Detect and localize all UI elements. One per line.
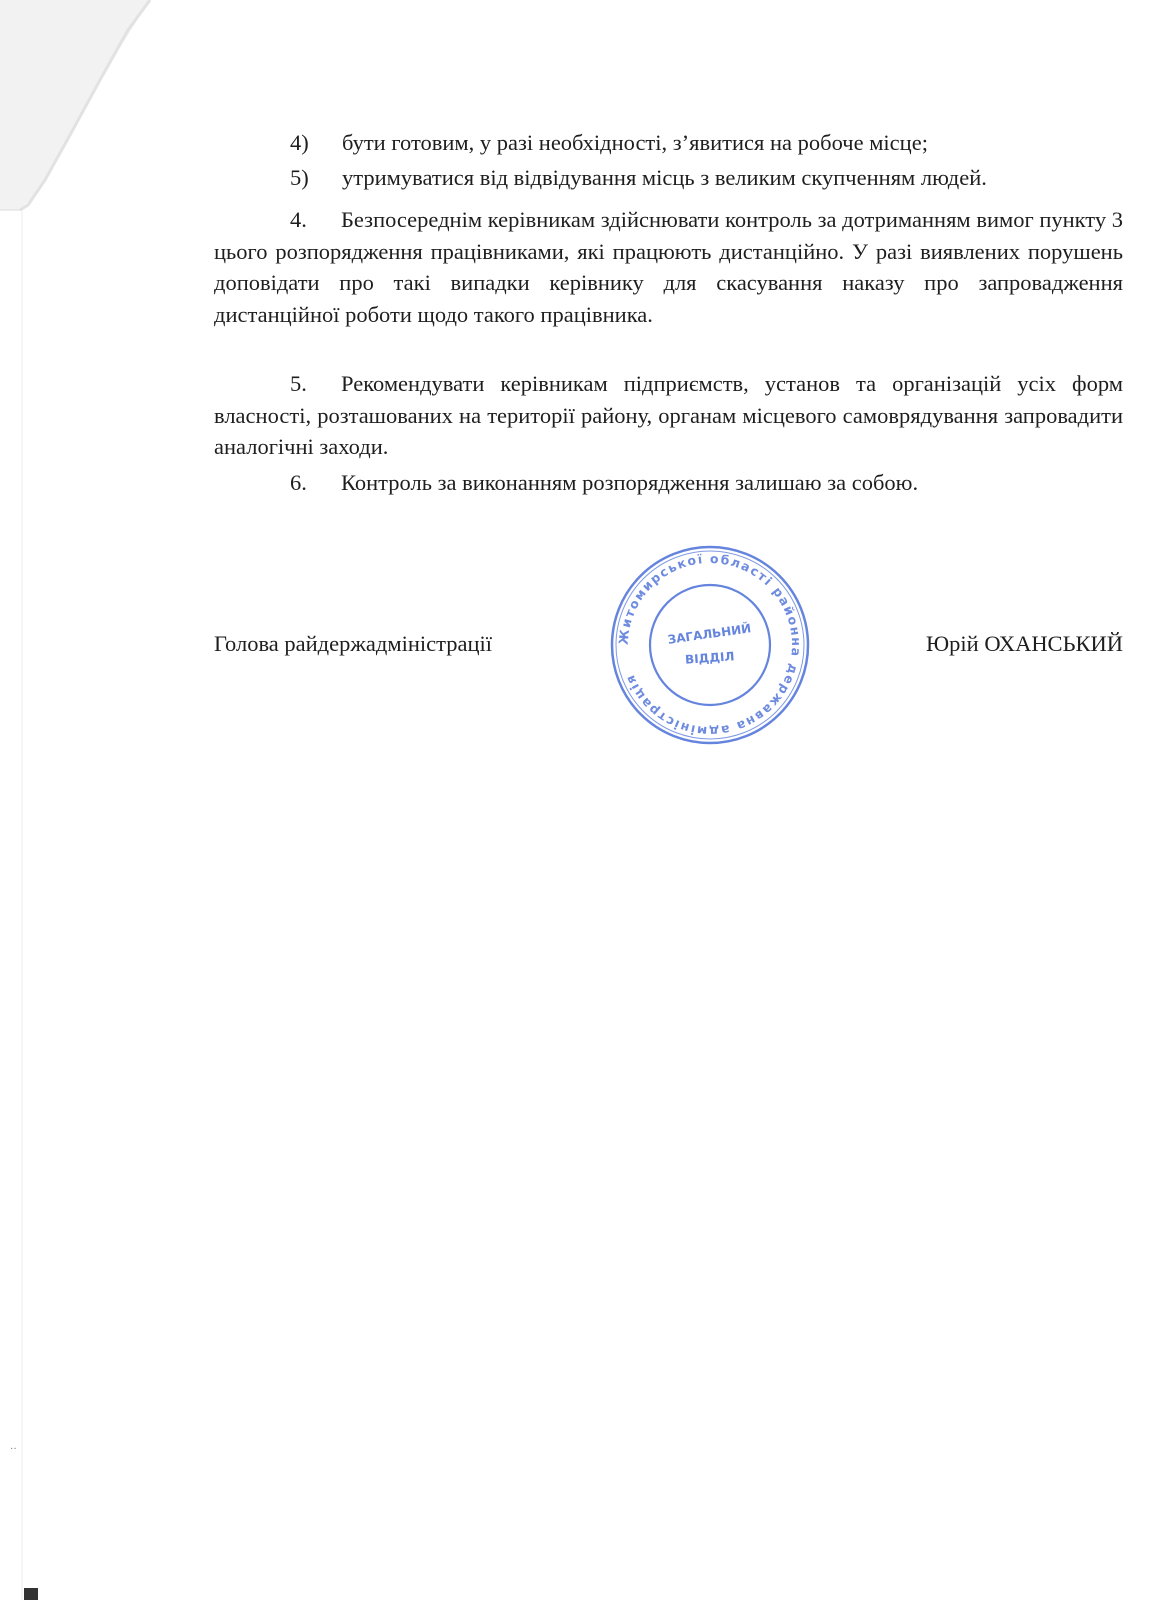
signature-title: Голова райдержадміністрації [214,631,492,656]
list-item-5 [290,165,987,191]
list-item-number: 5) [290,165,309,190]
paragraph-text: Рекомендувати керівникам підприємств, установ та організацій усіх форм власності, розташованих на території району, органам місцевого самоврядування запровадити аналогічні заходи. [214,371,1123,459]
official-stamp [605,540,815,750]
paragraph-5 [214,368,1123,463]
list-item-text: утримуватися від відвідування місць з великим скупченням людей. [342,165,987,190]
signature-name: Юрій ОХАНСЬКИЙ [926,631,1123,656]
scan-artifact: ·· [10,1444,17,1455]
paragraph-4 [214,204,1123,330]
paragraph-number: 6. [290,470,307,495]
svg-text:Житомирської області районна д [616,551,804,739]
paragraph-number: 4. [290,207,307,232]
stamp-center-line-1: ЗАГАЛЬНИЙ [666,621,753,647]
list-item-text: бути готовим, у разі необхідності, з’явитися на робоче місце; [342,130,928,155]
stamp-outer-text: Житомирської області районна державна адміністрація [615,550,805,740]
list-item-4 [290,130,928,156]
scan-edge-mark [24,1588,38,1600]
paragraph-text: Безпосереднім керівникам здійснювати контроль за дотриманням вимог пункту 3 цього розпорядження працівниками, які працюють дистанційно. У разі виявлених порушень доповідати про такі випадки керівнику для скасування наказу про запровадження дистанційної роботи щодо такого працівника. [214,207,1123,327]
paragraph-6 [214,467,1123,499]
list-item-number: 4) [290,130,309,155]
stamp-center-line-2: ВІДДІЛ [684,649,735,667]
paragraph-number: 5. [290,371,307,396]
paragraph-text: Контроль за виконанням розпорядження залишаю за собою. [341,470,919,495]
